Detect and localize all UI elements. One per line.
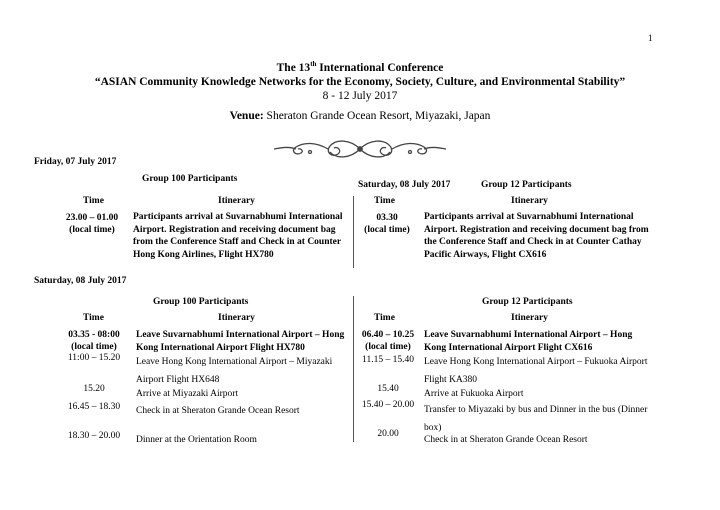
col-header-time: Time <box>374 313 395 323</box>
col-header-time: Time <box>374 196 395 206</box>
table-row-itinerary: Transfer to Miyazaki by bus and Dinner in the bus (Dinner box) <box>424 405 648 433</box>
column-divider <box>353 196 354 268</box>
conference-subtitle: “ASIAN Community Knowledge Networks for the Economy, Society, Culture, and Environmental Stability” <box>94 75 626 88</box>
venue-label: Venue: <box>229 110 264 122</box>
table-row-itinerary: Dinner at the Orientation Room <box>136 435 257 445</box>
table-row-itinerary: Leave Suvarnabhumi International Airport – Hong Kong International Airport Flight HX780 <box>136 330 345 353</box>
table-row-time: 15.40 <box>377 384 399 394</box>
table-row-time: 03.30 (local time) <box>364 213 410 235</box>
table-row-time: 16.45 – 18.30 <box>67 402 121 412</box>
friday-group-100-heading: Group 100 Participants <box>142 174 238 184</box>
column-divider <box>353 296 354 442</box>
table-row-time: 11:00 – 15.20 <box>67 353 121 363</box>
table-row-itinerary: Leave Suvarnabhumi International Airport – Hong Kong International Airport Flight CX616 <box>424 330 633 353</box>
table-row-itinerary: Arrive at Miyazaki Airport <box>136 389 239 399</box>
venue-line <box>0 110 720 122</box>
table-row-time: 03.35 - 08:00 (local time) <box>68 330 120 352</box>
table-row-time: 18.30 – 20.00 <box>67 431 121 441</box>
table-row-itinerary: Leave Hong Kong International Airport – Miyazaki Airport Flight HX648 <box>136 357 333 385</box>
table-row-itinerary: Check in at Sheraton Grande Ocean Resort <box>136 406 300 416</box>
col-header-itinerary: Itinerary <box>218 196 255 206</box>
page-number: 1 <box>648 33 653 43</box>
table-row-itinerary: Check in at Sheraton Grande Ocean Resort <box>424 435 588 445</box>
col-header-itinerary: Itinerary <box>511 313 548 323</box>
table-row-time: 06.40 – 10.25 (local time) <box>361 330 415 352</box>
saturday-group-12-heading: Group 12 Participants <box>482 297 573 307</box>
table-row-itinerary: Arrive at Fukuoka Airport <box>424 389 524 399</box>
saturday-early-day-heading: Saturday, 08 July 2017 <box>358 180 451 190</box>
table-row-time: 15.40 – 20.00 <box>361 400 415 410</box>
friday-group-12-heading: Group 12 Participants <box>481 180 572 190</box>
saturday-day-heading: Saturday, 08 July 2017 <box>34 276 127 286</box>
ornament-divider-icon <box>270 136 450 162</box>
col-header-time: Time <box>83 313 104 323</box>
table-row-time: 15.20 <box>83 384 105 394</box>
conference-dates: 8 - 12 July 2017 <box>322 89 398 102</box>
table-row-time: 23.00 – 01.00 (local time) <box>65 213 119 235</box>
col-header-time: Time <box>83 196 104 206</box>
table-row-itinerary: Participants arrival at Suvarnabhumi International Airport. Registration and receiving document bag from the Conference Staff and Check in at Counter Cathay Pacific Airways, Flight CX616 <box>424 212 649 260</box>
venue-value: Sheraton Grande Ocean Resort, Miyazaki, Japan <box>263 110 491 122</box>
col-header-itinerary: Itinerary <box>511 196 548 206</box>
document-header <box>0 60 720 102</box>
table-row-time: 20.00 <box>377 429 399 439</box>
table-row-time: 11.15 – 15.40 <box>362 355 414 365</box>
friday-day-heading: Friday, 07 July 2017 <box>34 157 117 167</box>
col-header-itinerary: Itinerary <box>218 313 255 323</box>
table-row-itinerary: Leave Hong Kong International Airport – Fukuoka Airport Flight KA380 <box>424 357 648 385</box>
saturday-group-100-heading: Group 100 Participants <box>153 297 249 307</box>
table-row-itinerary: Participants arrival at Suvarnabhumi International Airport. Registration and receiving document bag from the Conference Staff and Check in at Counter Hong Kong Airlines, Flight HX780 <box>133 212 343 260</box>
conference-title: The 13th International Conference <box>276 60 444 74</box>
